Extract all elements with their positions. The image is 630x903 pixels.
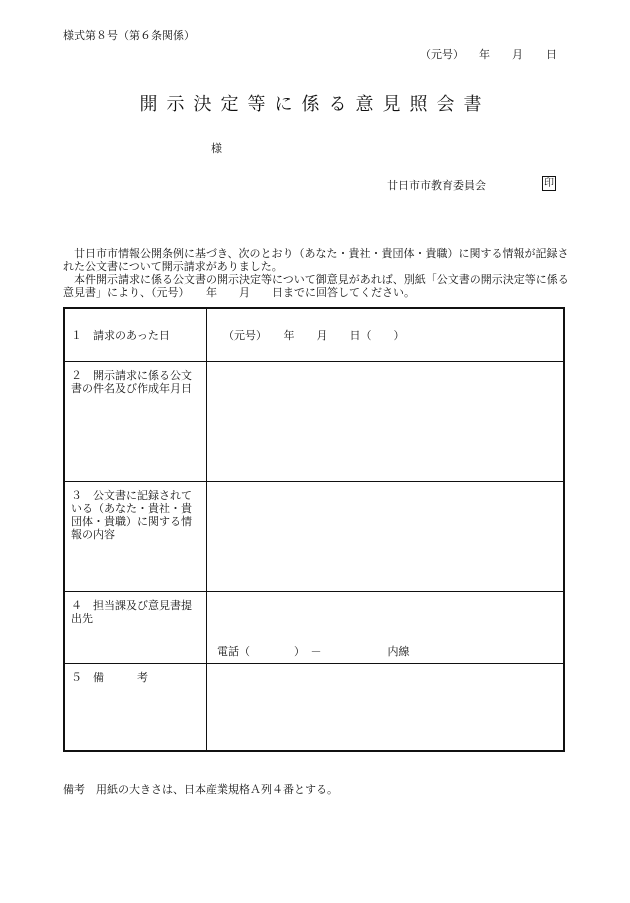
seal-mark: 印 <box>544 178 554 189</box>
body-paragraph-1: 廿日市市情報公開条例に基づき、次のとおり（あなた・貴社・貴団体・貴職）に関する情報が記録された公文書について開示請求がありました。 <box>63 247 569 273</box>
remarks-label: ５ 備 考 <box>71 671 148 684</box>
row-divider <box>65 591 563 592</box>
date-day: 日 <box>546 48 557 61</box>
form-number: 様式第８号（第６条関係） <box>63 29 195 42</box>
row-divider <box>65 663 563 664</box>
footer-note: 備考 用紙の大きさは、日本産業規格Ａ列４番とする。 <box>63 783 338 796</box>
row-divider <box>65 361 563 362</box>
info-table <box>63 307 565 752</box>
phone-line: 電話（ ） － 内線 <box>217 645 410 658</box>
body-text <box>63 247 573 299</box>
request-date-value: （元号） 年 月 日（ ） <box>223 329 405 342</box>
department-label: ４ 担当課及び意見書提出先 <box>71 599 192 625</box>
recorded-info-label: ３ 公文書に記録されている（あなた・貴社・貴団体・貴職）に関する情報の内容 <box>71 489 192 541</box>
addressee-suffix: 様 <box>211 142 222 155</box>
document-subject-label: ２ 開示請求に係る公文書の件名及び作成年月日 <box>71 369 192 395</box>
date-era: （元号） <box>420 48 464 61</box>
request-date-label: １ 請求のあった日 <box>71 329 170 342</box>
document-title: 開示決定等に係る意見照会書 <box>139 94 491 115</box>
date-month: 月 <box>512 48 523 61</box>
date-year: 年 <box>479 48 490 61</box>
sender-name: 廿日市市教育委員会 <box>387 179 486 192</box>
row-divider <box>65 481 563 482</box>
table-column-divider <box>206 309 207 750</box>
body-paragraph-2: 本件開示請求に係る公文書の開示決定等について御意見があれば、別紙「公文書の開示決定等に係る意見書」により、（元号） 年 月 日までに回答してください。 <box>63 273 569 299</box>
